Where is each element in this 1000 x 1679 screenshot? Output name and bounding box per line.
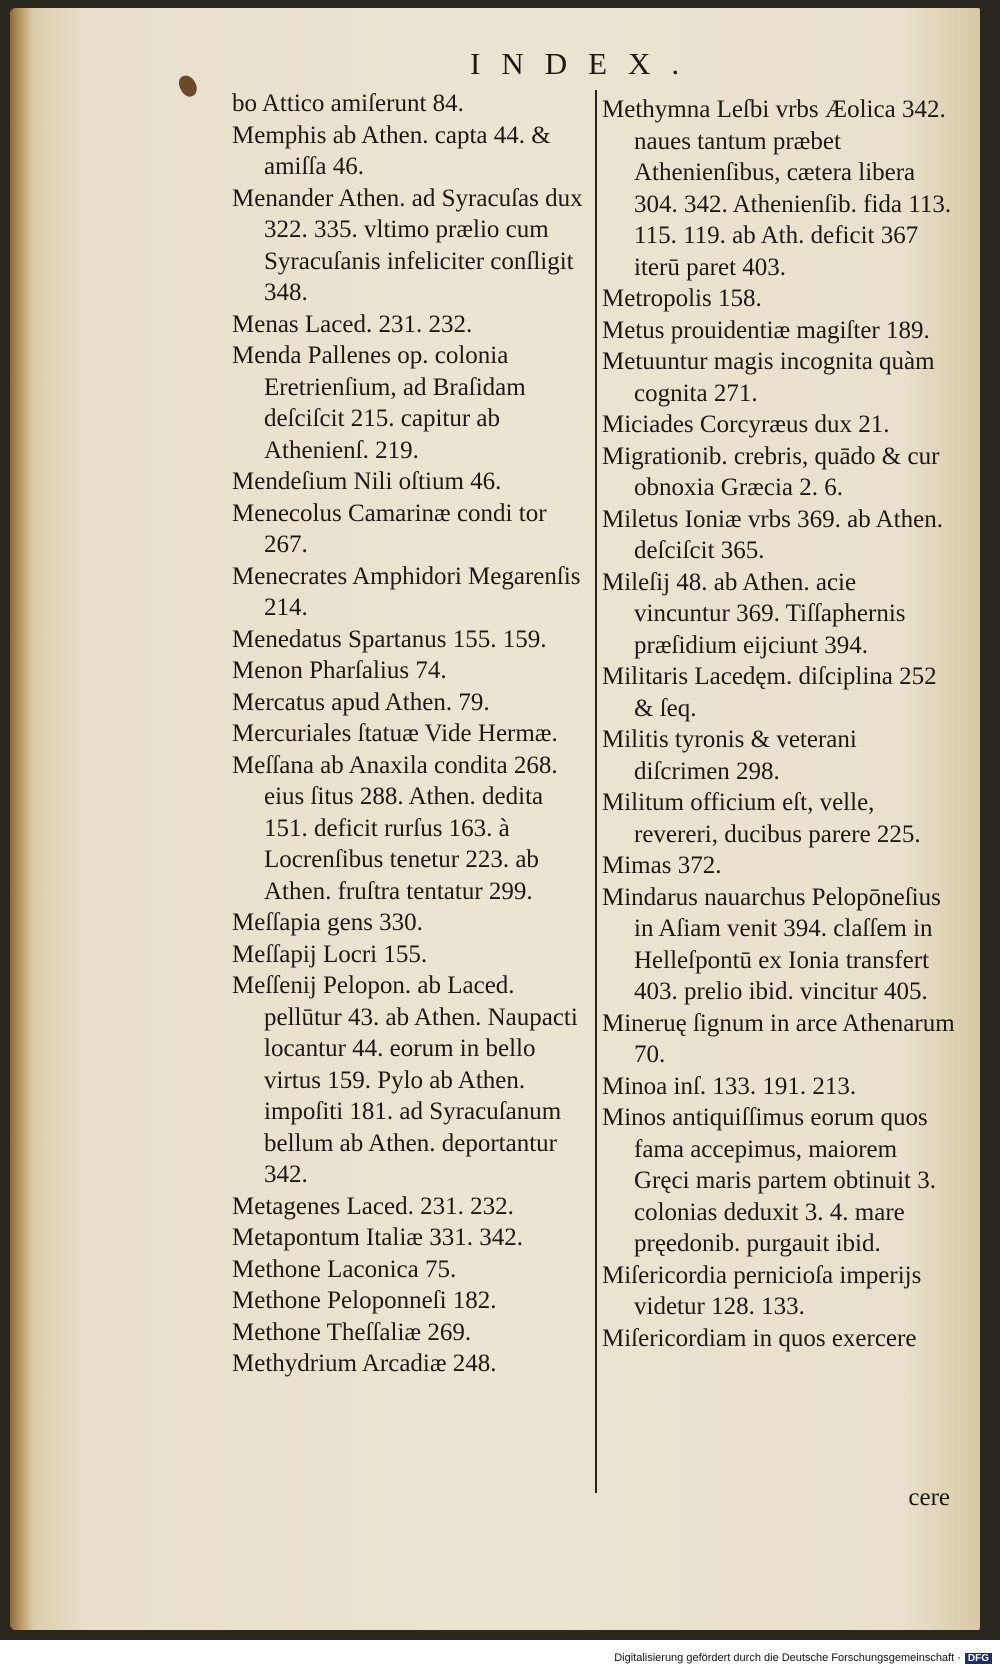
index-entry: Miſericordia pernicioſa imperijs videtur 128. 133. xyxy=(602,1261,922,1320)
index-entry: Metus prouidentiæ magiſter 189. xyxy=(602,316,930,344)
index-entry: Meſſana ab Anaxila condita 268. eius ſitus 288. Athen. dedita 151. deficit rurſus 163. à Locrenſibus tenetur 223. ab Athen. fruſtra tentatur 299. xyxy=(232,751,558,905)
index-entry: Menander Athen. ad Syracuſas dux 322. 335. vltimo prælio cum Syracuſanis infeliciter conſligit 348. xyxy=(232,184,583,306)
index-entry: Menas Laced. 231. 232. xyxy=(232,310,473,338)
index-entry: Militis tyronis & veterani diſcrimen 298. xyxy=(602,726,857,785)
column-divider xyxy=(595,90,597,1493)
left-column xyxy=(232,88,587,1380)
index-entry: Miletus Ioniæ vrbs 369. ab Athen. deſciſcit 365. xyxy=(602,505,943,564)
footer xyxy=(0,1652,992,1664)
index-entry: Mindarus nauarchus Pelopōneſius in Aſiam venit 394. claſſem in Helleſpontū ex Ionia transfert 403. prelio ibid. vincitur 405. xyxy=(602,883,941,1005)
index-entry: Mileſij 48. ab Athen. acie vincuntur 369. Tiſſaphernis præſidium eijciunt 394. xyxy=(602,568,906,659)
index-entry: Methone Theſſaliæ 269. xyxy=(232,1318,472,1346)
index-entry: Mendeſium Nili oſtium 46. xyxy=(232,468,502,495)
index-entry: Mercuriales ſtatuæ Vide Hermæ. xyxy=(232,720,558,747)
catchword: cere xyxy=(908,1484,950,1511)
index-entry: Migrationib. crebris, quādo & cur obnoxia Græcia 2. 6. xyxy=(602,442,940,501)
index-entry: Metropolis 158. xyxy=(602,285,762,312)
index-entry: Menedatus Spartanus 155. 159. xyxy=(232,625,547,653)
index-entry: Methydrium Arcadiæ 248. xyxy=(232,1350,497,1377)
index-entry: Meſſapij Locri 155. xyxy=(232,940,428,968)
index-entry: Meſſapia gens 330. xyxy=(232,909,423,936)
page-edge xyxy=(10,8,32,1630)
index-entry: Mineruę ſignum in arce Athenarum 70. xyxy=(602,1009,955,1068)
index-entry: Menecolus Camarinæ condi tor 267. xyxy=(232,499,547,558)
index-entry: Metapontum Italiæ 331. 342. xyxy=(232,1224,523,1251)
index-entry: Mimas 372. xyxy=(602,852,722,879)
index-entry: Militum officium eſt, velle, revereri, ducibus parere 225. xyxy=(602,789,921,848)
index-entry: Metagenes Laced. 231. 232. xyxy=(232,1192,514,1220)
right-column xyxy=(602,94,957,1354)
dfg-logo: DFG xyxy=(965,1653,992,1664)
index-entry: Memphis ab Athen. capta 44. & amiſſa 46. xyxy=(232,121,551,180)
index-entry: Menda Pallenes op. colonia Eretrienſium, ad Braſidam deſciſcit 215. capitur ab Athenienſ. 219. xyxy=(232,342,526,464)
index-entry: Miſericordiam in quos exercere xyxy=(602,1324,917,1352)
index-entry: Methymna Leſbi vrbs Æolica 342. naues tantum præbet Athenienſibus, cætera libera 304. 342. Athenienſib. fida 113. 115. 119. ab Ath. deficit 367 iterū paret 403. xyxy=(602,96,952,281)
index-entry: Minoa inſ. 133. 191. 213. xyxy=(602,1072,857,1100)
index-entry: Militaris Lacedęm. diſciplina 252 & ſeq. xyxy=(602,663,937,722)
footer-text: Digitalisierung gefördert durch die Deutsche Forschungsgemeinschaft · xyxy=(614,1652,961,1664)
index-entry: Metuuntur magis incognita quàm cognita 271. xyxy=(602,348,935,407)
index-entry: Mercatus apud Athen. 79. xyxy=(232,688,490,716)
index-entry: Miciades Corcyræus dux 21. xyxy=(602,411,890,438)
page-header: INDEX. xyxy=(470,46,701,81)
index-entry: Menecrates Amphidori Megarenſis 214. xyxy=(232,562,581,621)
index-entry: Minos antiquiſſimus eorum quos fama accepimus, maiorem Gręci maris partem obtinuit 3. colonias deduxit 3. 4. mare pręedonib. purgauit ibid. xyxy=(602,1104,937,1257)
index-entry: bo Attico amiſerunt 84. xyxy=(232,90,464,117)
index-entry: Meſſenij Pelopon. ab Laced. pellūtur 43. ab Athen. Naupacti locantur 44. eorum in bello virtus 159. Pylo ab Athen. impoſiti 181. ad Syracuſanum bellum ab Athen. deportantur 342. xyxy=(232,972,578,1188)
index-entry: Menon Pharſalius 74. xyxy=(232,657,447,684)
index-entry: Methone Laconica 75. xyxy=(232,1255,457,1283)
index-entry: Methone Peloponneſi 182. xyxy=(232,1287,497,1314)
